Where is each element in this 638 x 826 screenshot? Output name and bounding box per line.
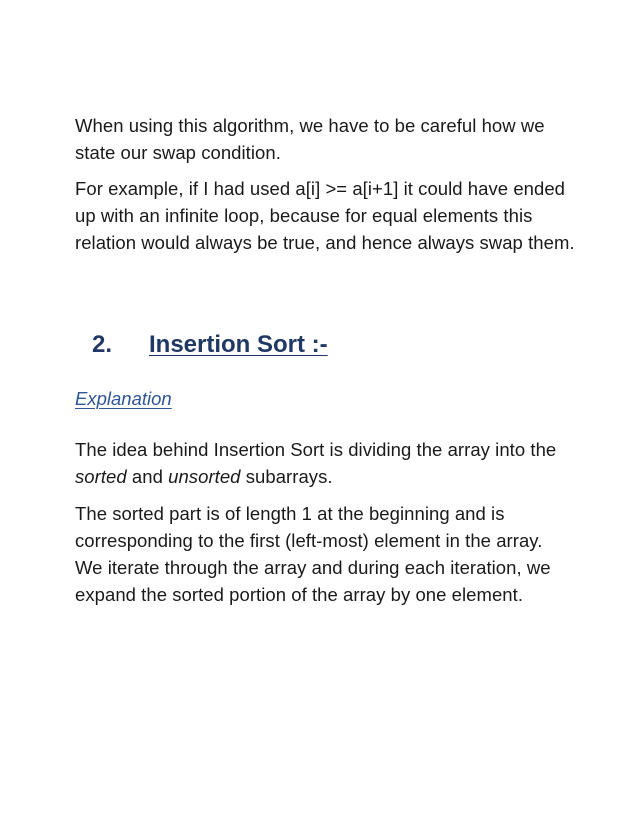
idea-text-part-2: and bbox=[126, 466, 169, 487]
unsorted-emphasis: unsorted bbox=[168, 466, 241, 487]
sorted-part-paragraph: The sorted part is of length 1 at the beginning and is corresponding to the first (left-most) element in the array. We iterate through the array and during each iteration, we expand the sorted portion of the array by one element. bbox=[75, 503, 551, 605]
sorted-emphasis: sorted bbox=[75, 466, 127, 487]
section-number: 2. bbox=[92, 331, 113, 358]
swap-condition-paragraph: When using this algorithm, we have to be careful how we state our swap condition. bbox=[75, 115, 545, 163]
idea-text-part-1: The idea behind Insertion Sort is dividing the array into the bbox=[75, 439, 557, 460]
insertion-idea-paragraph bbox=[75, 436, 575, 490]
explanation-subheading: Explanation bbox=[75, 388, 172, 409]
infinite-loop-paragraph: For example, if I had used a[i] >= a[i+1] it could have ended up with an infinite loop, because for equal elements this relation would always be true, and hence always swap them. bbox=[75, 178, 575, 253]
section-heading bbox=[92, 327, 328, 363]
idea-text-part-3: subarrays. bbox=[240, 466, 333, 487]
section-title: Insertion Sort :- bbox=[149, 331, 328, 358]
